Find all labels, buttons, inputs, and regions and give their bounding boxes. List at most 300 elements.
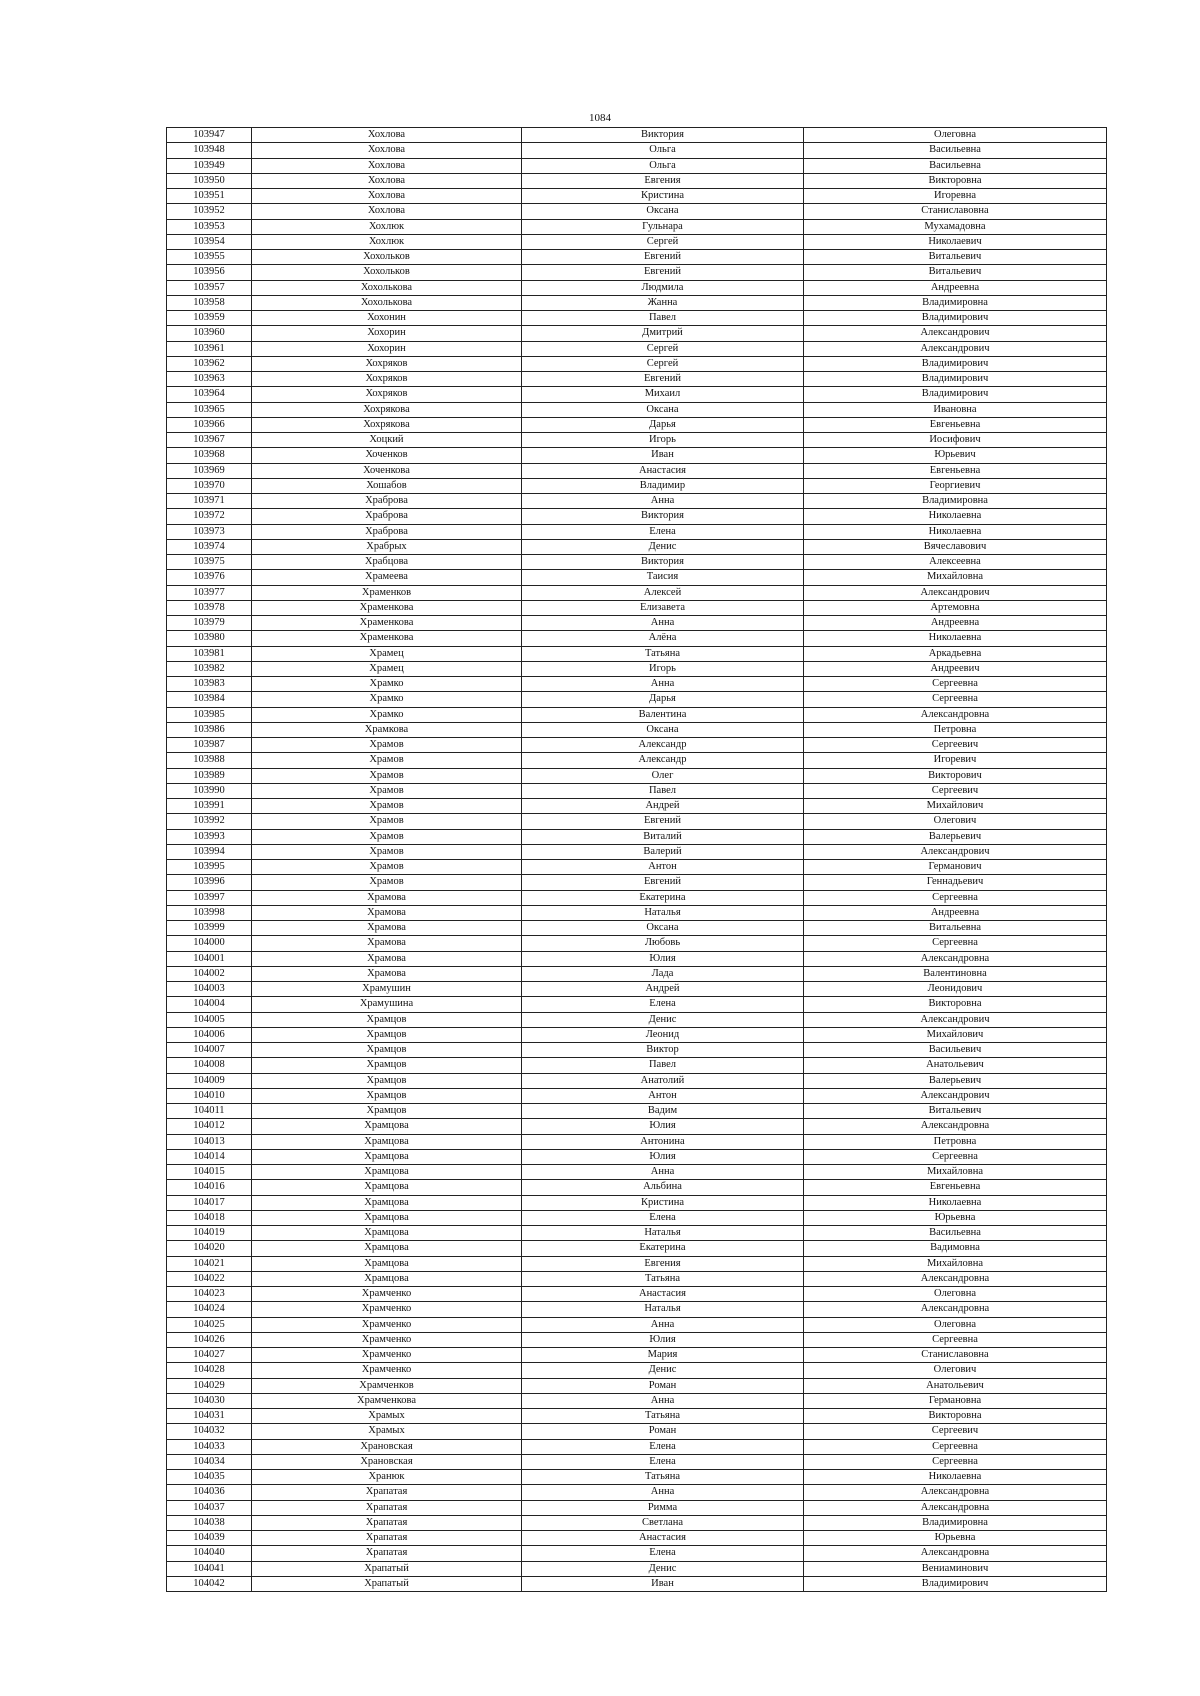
patronymic-cell: Александровна [804, 1500, 1107, 1515]
first-name-cell: Татьяна [522, 1409, 804, 1424]
first-name-cell: Елена [522, 997, 804, 1012]
first-name-cell: Андрей [522, 799, 804, 814]
table-row [167, 616, 1107, 631]
table-row [167, 555, 1107, 570]
patronymic-cell: Михайловна [804, 1165, 1107, 1180]
first-name-cell: Любовь [522, 936, 804, 951]
record-number-cell: 104040 [167, 1546, 252, 1561]
surname-cell: Хоцкий [252, 433, 522, 448]
patronymic-cell: Евгеньевна [804, 1180, 1107, 1195]
first-name-cell: Сергей [522, 356, 804, 371]
surname-cell: Храмцов [252, 1012, 522, 1027]
surname-cell: Хохрякова [252, 417, 522, 432]
record-number-cell: 104022 [167, 1271, 252, 1286]
first-name-cell: Денис [522, 1363, 804, 1378]
table-row [167, 982, 1107, 997]
table-row [167, 570, 1107, 585]
patronymic-cell: Германович [804, 860, 1107, 875]
record-number-cell: 104024 [167, 1302, 252, 1317]
patronymic-cell: Сергеевич [804, 738, 1107, 753]
patronymic-cell: Михайлович [804, 1027, 1107, 1042]
first-name-cell: Кристина [522, 1195, 804, 1210]
record-number-cell: 103954 [167, 234, 252, 249]
surname-cell: Храмова [252, 921, 522, 936]
patronymic-cell: Александровна [804, 1546, 1107, 1561]
patronymic-cell: Петровна [804, 1134, 1107, 1149]
table-row [167, 1210, 1107, 1225]
surname-cell: Храброва [252, 524, 522, 539]
patronymic-cell: Евгеньевна [804, 417, 1107, 432]
first-name-cell: Наталья [522, 1226, 804, 1241]
patronymic-cell: Юрьевна [804, 1210, 1107, 1225]
record-number-cell: 103987 [167, 738, 252, 753]
first-name-cell: Евгения [522, 173, 804, 188]
record-number-cell: 103986 [167, 722, 252, 737]
record-number-cell: 104021 [167, 1256, 252, 1271]
record-number-cell: 104013 [167, 1134, 252, 1149]
patronymic-cell: Николаевна [804, 631, 1107, 646]
record-number-cell: 103972 [167, 509, 252, 524]
surname-cell: Храбцова [252, 555, 522, 570]
record-number-cell: 104033 [167, 1439, 252, 1454]
table-row [167, 966, 1107, 981]
first-name-cell: Валентина [522, 707, 804, 722]
surname-cell: Храмцова [252, 1271, 522, 1286]
patronymic-cell: Иосифович [804, 433, 1107, 448]
surname-cell: Хоченкова [252, 463, 522, 478]
patronymic-cell: Николаевна [804, 1470, 1107, 1485]
surname-cell: Храмко [252, 707, 522, 722]
first-name-cell: Дмитрий [522, 326, 804, 341]
first-name-cell: Юлия [522, 1119, 804, 1134]
first-name-cell: Мария [522, 1348, 804, 1363]
table-row [167, 936, 1107, 951]
patronymic-cell: Владимирович [804, 311, 1107, 326]
surname-cell: Храмко [252, 677, 522, 692]
patronymic-cell: Николаевич [804, 234, 1107, 249]
patronymic-cell: Александрович [804, 585, 1107, 600]
patronymic-cell: Витальевич [804, 265, 1107, 280]
surname-cell: Храмцова [252, 1119, 522, 1134]
record-number-cell: 103957 [167, 280, 252, 295]
table-row [167, 1515, 1107, 1530]
table-row [167, 1470, 1107, 1485]
surname-cell: Хошабов [252, 478, 522, 493]
surname-cell: Хохлова [252, 189, 522, 204]
surname-cell: Храмцов [252, 1027, 522, 1042]
patronymic-cell: Вадимовна [804, 1241, 1107, 1256]
surname-cell: Храмцов [252, 1088, 522, 1103]
patronymic-cell: Александрович [804, 1012, 1107, 1027]
first-name-cell: Гульнара [522, 219, 804, 234]
surname-cell: Храмцова [252, 1226, 522, 1241]
first-name-cell: Евгений [522, 265, 804, 280]
record-number-cell: 104019 [167, 1226, 252, 1241]
patronymic-cell: Витальевич [804, 1104, 1107, 1119]
record-number-cell: 103994 [167, 844, 252, 859]
surname-cell: Храновская [252, 1454, 522, 1469]
surname-cell: Храмов [252, 753, 522, 768]
surname-cell: Храпатый [252, 1561, 522, 1576]
patronymic-cell: Владимировна [804, 1515, 1107, 1530]
table-row [167, 1287, 1107, 1302]
patronymic-cell: Александрович [804, 844, 1107, 859]
patronymic-cell: Владимирович [804, 372, 1107, 387]
patronymic-cell: Михайловна [804, 1256, 1107, 1271]
surname-cell: Храмченко [252, 1332, 522, 1347]
first-name-cell: Владимир [522, 478, 804, 493]
first-name-cell: Иван [522, 448, 804, 463]
surname-cell: Хохлова [252, 173, 522, 188]
table-row [167, 646, 1107, 661]
registry-body [167, 128, 1107, 1592]
table-row [167, 1149, 1107, 1164]
patronymic-cell: Олегович [804, 1363, 1107, 1378]
patronymic-cell: Олеговна [804, 1317, 1107, 1332]
surname-cell: Храпатая [252, 1531, 522, 1546]
patronymic-cell: Александровна [804, 1485, 1107, 1500]
table-row [167, 311, 1107, 326]
first-name-cell: Анатолий [522, 1073, 804, 1088]
surname-cell: Храмеева [252, 570, 522, 585]
record-number-cell: 103974 [167, 539, 252, 554]
surname-cell: Храменков [252, 585, 522, 600]
record-number-cell: 103973 [167, 524, 252, 539]
table-row [167, 585, 1107, 600]
record-number-cell: 103991 [167, 799, 252, 814]
surname-cell: Храмов [252, 768, 522, 783]
first-name-cell: Антонина [522, 1134, 804, 1149]
patronymic-cell: Сергеевич [804, 1424, 1107, 1439]
record-number-cell: 103989 [167, 768, 252, 783]
surname-cell: Храмушина [252, 997, 522, 1012]
first-name-cell: Кристина [522, 189, 804, 204]
surname-cell: Храмых [252, 1409, 522, 1424]
record-number-cell: 104012 [167, 1119, 252, 1134]
record-number-cell: 103983 [167, 677, 252, 692]
patronymic-cell: Васильевна [804, 1226, 1107, 1241]
record-number-cell: 104002 [167, 966, 252, 981]
patronymic-cell: Сергеевна [804, 1149, 1107, 1164]
surname-cell: Храпатая [252, 1546, 522, 1561]
patronymic-cell: Игоревна [804, 189, 1107, 204]
patronymic-cell: Андреевна [804, 616, 1107, 631]
patronymic-cell: Сергеевич [804, 783, 1107, 798]
table-row [167, 1302, 1107, 1317]
patronymic-cell: Алексеевна [804, 555, 1107, 570]
surname-cell: Храброва [252, 494, 522, 509]
first-name-cell: Денис [522, 1012, 804, 1027]
surname-cell: Храмченко [252, 1363, 522, 1378]
surname-cell: Хохряков [252, 356, 522, 371]
record-number-cell: 104030 [167, 1393, 252, 1408]
patronymic-cell: Сергеевна [804, 936, 1107, 951]
surname-cell: Храпатая [252, 1485, 522, 1500]
table-row [167, 921, 1107, 936]
patronymic-cell: Леонидович [804, 982, 1107, 997]
table-row [167, 1378, 1107, 1393]
surname-cell: Храпатая [252, 1500, 522, 1515]
patronymic-cell: Олеговна [804, 128, 1107, 143]
record-number-cell: 104005 [167, 1012, 252, 1027]
patronymic-cell: Сергеевна [804, 1439, 1107, 1454]
first-name-cell: Светлана [522, 1515, 804, 1530]
surname-cell: Храмцова [252, 1256, 522, 1271]
first-name-cell: Евгений [522, 875, 804, 890]
table-row [167, 1058, 1107, 1073]
surname-cell: Храменкова [252, 616, 522, 631]
surname-cell: Хохольков [252, 265, 522, 280]
patronymic-cell: Владимирович [804, 356, 1107, 371]
patronymic-cell: Ивановна [804, 402, 1107, 417]
record-number-cell: 104035 [167, 1470, 252, 1485]
table-row [167, 1195, 1107, 1210]
table-row [167, 1363, 1107, 1378]
table-row [167, 143, 1107, 158]
table-row [167, 250, 1107, 265]
patronymic-cell: Сергеевна [804, 677, 1107, 692]
patronymic-cell: Вячеславович [804, 539, 1107, 554]
first-name-cell: Жанна [522, 295, 804, 310]
first-name-cell: Юлия [522, 1149, 804, 1164]
record-number-cell: 104009 [167, 1073, 252, 1088]
table-row [167, 219, 1107, 234]
patronymic-cell: Александровна [804, 951, 1107, 966]
table-row [167, 677, 1107, 692]
first-name-cell: Наталья [522, 905, 804, 920]
surname-cell: Храменкова [252, 631, 522, 646]
patronymic-cell: Александрович [804, 326, 1107, 341]
surname-cell: Хохонин [252, 311, 522, 326]
table-row [167, 1271, 1107, 1286]
patronymic-cell: Витальевна [804, 921, 1107, 936]
first-name-cell: Сергей [522, 234, 804, 249]
patronymic-cell: Викторовна [804, 997, 1107, 1012]
surname-cell: Храмова [252, 905, 522, 920]
table-row [167, 280, 1107, 295]
registry-table [166, 127, 1107, 1592]
surname-cell: Храмцова [252, 1149, 522, 1164]
record-number-cell: 103970 [167, 478, 252, 493]
first-name-cell: Ольга [522, 143, 804, 158]
table-row [167, 417, 1107, 432]
record-number-cell: 103979 [167, 616, 252, 631]
record-number-cell: 103990 [167, 783, 252, 798]
record-number-cell: 103950 [167, 173, 252, 188]
first-name-cell: Андрей [522, 982, 804, 997]
record-number-cell: 103971 [167, 494, 252, 509]
first-name-cell: Оксана [522, 204, 804, 219]
record-number-cell: 104029 [167, 1378, 252, 1393]
surname-cell: Храмец [252, 661, 522, 676]
first-name-cell: Таисия [522, 570, 804, 585]
patronymic-cell: Мухамадовна [804, 219, 1107, 234]
table-row [167, 1317, 1107, 1332]
patronymic-cell: Петровна [804, 722, 1107, 737]
first-name-cell: Олег [522, 768, 804, 783]
surname-cell: Храмцова [252, 1241, 522, 1256]
table-row [167, 356, 1107, 371]
surname-cell: Храмцов [252, 1073, 522, 1088]
table-row [167, 1027, 1107, 1042]
first-name-cell: Валерий [522, 844, 804, 859]
table-row [167, 631, 1107, 646]
first-name-cell: Антон [522, 860, 804, 875]
record-number-cell: 104027 [167, 1348, 252, 1363]
table-row [167, 1088, 1107, 1103]
patronymic-cell: Артемовна [804, 600, 1107, 615]
table-row [167, 158, 1107, 173]
record-number-cell: 103977 [167, 585, 252, 600]
patronymic-cell: Валерьевич [804, 829, 1107, 844]
first-name-cell: Анна [522, 1485, 804, 1500]
table-row [167, 1332, 1107, 1347]
table-row [167, 799, 1107, 814]
record-number-cell: 104000 [167, 936, 252, 951]
patronymic-cell: Андреевна [804, 905, 1107, 920]
first-name-cell: Елена [522, 1546, 804, 1561]
table-row [167, 1485, 1107, 1500]
record-number-cell: 103998 [167, 905, 252, 920]
table-row [167, 722, 1107, 737]
table-row [167, 1256, 1107, 1271]
surname-cell: Хохорин [252, 326, 522, 341]
patronymic-cell: Игоревич [804, 753, 1107, 768]
table-row [167, 860, 1107, 875]
surname-cell: Хохольков [252, 250, 522, 265]
first-name-cell: Альбина [522, 1180, 804, 1195]
record-number-cell: 103962 [167, 356, 252, 371]
first-name-cell: Александр [522, 753, 804, 768]
first-name-cell: Юлия [522, 951, 804, 966]
record-number-cell: 104020 [167, 1241, 252, 1256]
surname-cell: Храброва [252, 509, 522, 524]
surname-cell: Хохлова [252, 143, 522, 158]
record-number-cell: 104036 [167, 1485, 252, 1500]
table-row [167, 1241, 1107, 1256]
first-name-cell: Игорь [522, 433, 804, 448]
table-row [167, 814, 1107, 829]
first-name-cell: Алексей [522, 585, 804, 600]
surname-cell: Храмова [252, 951, 522, 966]
surname-cell: Храмченко [252, 1302, 522, 1317]
record-number-cell: 104003 [167, 982, 252, 997]
surname-cell: Хохолькова [252, 280, 522, 295]
table-row [167, 783, 1107, 798]
surname-cell: Хохряков [252, 372, 522, 387]
patronymic-cell: Николаевна [804, 1195, 1107, 1210]
table-row [167, 1439, 1107, 1454]
surname-cell: Храмко [252, 692, 522, 707]
surname-cell: Храмцов [252, 1043, 522, 1058]
record-number-cell: 103958 [167, 295, 252, 310]
table-row [167, 829, 1107, 844]
patronymic-cell: Васильевич [804, 1043, 1107, 1058]
patronymic-cell: Олегович [804, 814, 1107, 829]
first-name-cell: Татьяна [522, 646, 804, 661]
surname-cell: Хохорин [252, 341, 522, 356]
record-number-cell: 104032 [167, 1424, 252, 1439]
record-number-cell: 103997 [167, 890, 252, 905]
patronymic-cell: Анатольевич [804, 1058, 1107, 1073]
surname-cell: Храпатая [252, 1515, 522, 1530]
record-number-cell: 104011 [167, 1104, 252, 1119]
record-number-cell: 104006 [167, 1027, 252, 1042]
first-name-cell: Анна [522, 1165, 804, 1180]
first-name-cell: Лада [522, 966, 804, 981]
table-row [167, 372, 1107, 387]
first-name-cell: Сергей [522, 341, 804, 356]
first-name-cell: Дарья [522, 692, 804, 707]
record-number-cell: 104039 [167, 1531, 252, 1546]
surname-cell: Храмец [252, 646, 522, 661]
table-row [167, 1134, 1107, 1149]
surname-cell: Храмченко [252, 1287, 522, 1302]
first-name-cell: Анастасия [522, 1531, 804, 1546]
first-name-cell: Оксана [522, 722, 804, 737]
table-row [167, 692, 1107, 707]
first-name-cell: Михаил [522, 387, 804, 402]
surname-cell: Хохолькова [252, 295, 522, 310]
surname-cell: Хохлюк [252, 234, 522, 249]
first-name-cell: Оксана [522, 921, 804, 936]
record-number-cell: 103964 [167, 387, 252, 402]
patronymic-cell: Михайловна [804, 570, 1107, 585]
patronymic-cell: Викторовна [804, 1409, 1107, 1424]
first-name-cell: Татьяна [522, 1271, 804, 1286]
surname-cell: Хохлова [252, 128, 522, 143]
first-name-cell: Ольга [522, 158, 804, 173]
surname-cell: Храмова [252, 966, 522, 981]
record-number-cell: 103995 [167, 860, 252, 875]
surname-cell: Храмова [252, 936, 522, 951]
table-row [167, 1561, 1107, 1576]
surname-cell: Храбрых [252, 539, 522, 554]
surname-cell: Храмцова [252, 1210, 522, 1225]
first-name-cell: Анна [522, 494, 804, 509]
table-row [167, 1165, 1107, 1180]
record-number-cell: 103965 [167, 402, 252, 417]
table-row [167, 1180, 1107, 1195]
table-row [167, 1012, 1107, 1027]
table-row [167, 326, 1107, 341]
record-number-cell: 103985 [167, 707, 252, 722]
record-number-cell: 104042 [167, 1576, 252, 1591]
first-name-cell: Евгений [522, 250, 804, 265]
record-number-cell: 103993 [167, 829, 252, 844]
patronymic-cell: Владимирович [804, 1576, 1107, 1591]
patronymic-cell: Васильевна [804, 143, 1107, 158]
table-row [167, 173, 1107, 188]
surname-cell: Хохлова [252, 158, 522, 173]
first-name-cell: Евгения [522, 1256, 804, 1271]
first-name-cell: Екатерина [522, 890, 804, 905]
surname-cell: Храмченков [252, 1378, 522, 1393]
patronymic-cell: Станиславовна [804, 1348, 1107, 1363]
patronymic-cell: Олеговна [804, 1287, 1107, 1302]
surname-cell: Храмченкова [252, 1393, 522, 1408]
record-number-cell: 104007 [167, 1043, 252, 1058]
record-number-cell: 103988 [167, 753, 252, 768]
patronymic-cell: Аркадьевна [804, 646, 1107, 661]
table-row [167, 707, 1107, 722]
table-row [167, 128, 1107, 143]
first-name-cell: Елена [522, 1210, 804, 1225]
patronymic-cell: Александровна [804, 1119, 1107, 1134]
record-number-cell: 103949 [167, 158, 252, 173]
table-row [167, 738, 1107, 753]
patronymic-cell: Станиславовна [804, 204, 1107, 219]
